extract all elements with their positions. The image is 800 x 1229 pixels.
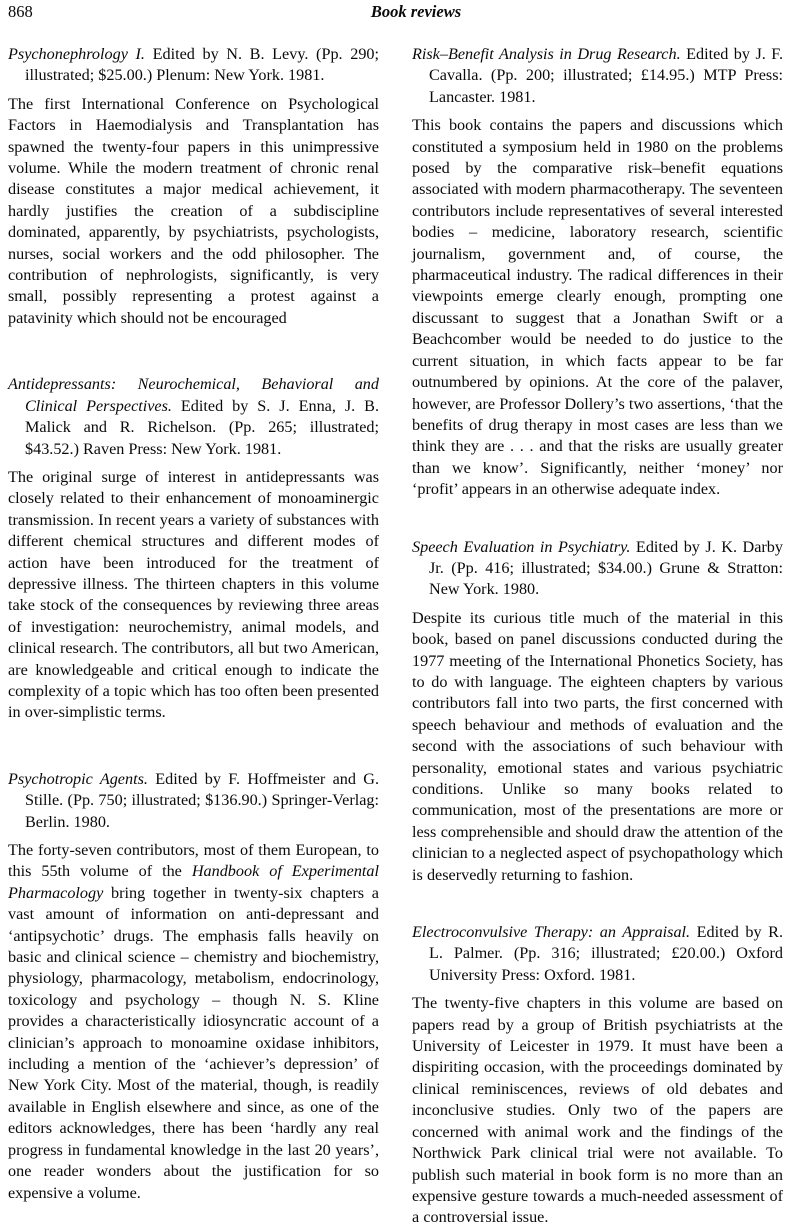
review-heading bbox=[412, 44, 783, 108]
review-heading bbox=[8, 769, 379, 833]
review-speech-evaluation bbox=[412, 537, 783, 887]
review-text-part1: The forty-seven contributors, most of them European, to this 55th volume of the bbox=[8, 841, 379, 881]
review-title: Psychonephrology I. bbox=[8, 45, 145, 63]
review-psychonephrology bbox=[8, 44, 379, 329]
review-heading bbox=[412, 537, 783, 601]
review-electroconvulsive-therapy bbox=[412, 922, 783, 1229]
review-text: The original surge of interest in antidepressants was closely related to their enhancement of monoaminergic transmission. In recent years a variety of substances with different chemical structures and different modes of action have been introduced for the treatment of depressive illness. The thirteen chapters in this volume take stock of the consequences by reviewing three areas of investigation: neurochemistry, animal models, and clinical research. The contributors, all but two American, are knowledgeable and critical enough to indicate the complexity of a topic which has too often been presented in over-simplistic terms. bbox=[8, 467, 379, 722]
review-imprint: Edited by J. F. Cavalla. (Pp. 200; illustrated; £14.95.) MTP Press: Lancaster. 1981. bbox=[429, 45, 784, 106]
review-text: Despite its curious title much of the material in this book, based on panel discussions conducted during the 1977 meeting of the International Phonetics Society, has to do with language. The eighteen chapters by various contributors fall into two parts, the first concerned with speech behaviour and methods of evaluation and the second with the associations of such behaviour with personality, emotional states and various psychiatric conditions. Unlike so many books related to communication, most of the presentations are more or less comprehensible and should draw the attention of the clinician to a neglected aspect of psychopathology which is deservedly returning to fashion. bbox=[412, 608, 783, 884]
review-imprint: Edited by F. Hoffmeister and G. Stille. (Pp. 750; illustrated; $136.90.) Springer-Verlag: Berlin. 1980. bbox=[25, 769, 379, 831]
review-title: Risk–Benefit Analysis in Drug Research. bbox=[412, 45, 681, 63]
review-psychotropic-agents bbox=[8, 769, 379, 1204]
cited-work-title: Handbook of Experimental Pharmacology bbox=[8, 862, 379, 902]
review-title: Psychotropic Agents. bbox=[8, 769, 148, 788]
review-imprint: Edited by S. J. Enna, J. B. Malick and R. Richelson. (Pp. 265; illustrated; $43.52.) Raven Press: New York. 1981. bbox=[25, 396, 379, 458]
review-title: Electroconvulsive Therapy: an Appraisal. bbox=[412, 923, 691, 942]
review-heading bbox=[412, 922, 783, 986]
running-head-title: Book reviews bbox=[370, 2, 462, 21]
two-column-body bbox=[0, 44, 800, 1227]
review-text-part2: bring together in twenty-six chapters a vast amount of information on anti-depressant and ‘antipsychotic’ drugs. The emphasis falls heavily on basic and clinical science – chemistry and biochemistry, physiology, pharmacology, metabolism, endocrinology, toxicology and psychology – though N. S. Kline provides a characteristically idiosyncratic account of a clinician’s approach to monoamine oxidase inhibitors, including a mention of the ‘achiever’s depression’ of New York City. Most of the material, though, is readily available in English elsewhere and since, as one of the editors acknowledges, there has been ‘hardly any real progress in fundamental knowledge in the last 20 years’, one reader wonders about the justification for so expensive a volume. bbox=[8, 883, 379, 1202]
review-text: This book contains the papers and discussions which constituted a symposium held in 1980 on the problems posed by the comparative risk–benefit equations associated with modern pharmacotherapy. The seventeen contributors include representatives of several interested bodies – medicine, laboratory research, scientific journalism, government and, of course, the pharmaceutical industry. The radical differences in their viewpoints emerge clearly enough, prompting one discussant to suggest that a Jonathan Swift or a Beachcomber would be needed to do justice to the current situation, in which facts appear to be far outnumbered by opinions. At the core of the palaver, however, are Professor Dollery’s two assertions, ‘that the benefits of drug therapy in most cases are less than we think they are . . . and that the risks are usually greater than we know’. Significantly, neither ‘money’ nor ‘profit’ appears in an otherwise adequate index. bbox=[412, 116, 783, 499]
running-head bbox=[8, 2, 792, 24]
review-imprint: Edited by J. K. Darby Jr. (Pp. 416; illustrated; $34.00.) Grune & Stratton: New York. 1980. bbox=[429, 537, 783, 599]
review-text: The twenty-five chapters in this volume are based on papers read by a group of British psychiatrists at the University of Leicester in 1979. It must have been a dispiriting occasion, with the proceedings dominated by clinical reminiscences, reviews of old debates and inconclusive studies. Only two of the papers are concerned with animal work and the findings of the Northwick Park clinical trial were not available. To publish such material in book form is no more than an expensive gesture towards a much-needed assessment of a controversial issue. bbox=[412, 994, 783, 1227]
review-imprint: Edited by R. L. Palmer. (Pp. 316; illustrated; £20.00.) Oxford University Press: Oxford. 1981. bbox=[429, 923, 783, 984]
column-right bbox=[412, 44, 783, 1229]
review-title: Antidepressants: Neurochemical, Behavioral and Clinical Perspectives. bbox=[8, 375, 379, 415]
review-title: Speech Evaluation in Psychiatry. bbox=[412, 537, 631, 556]
page-number: 868 bbox=[8, 2, 33, 21]
review-antidepressants bbox=[8, 374, 379, 724]
review-heading bbox=[8, 374, 379, 460]
review-text: The first International Conference on Psychological Factors in Haemodialysis and Transplantation has spawned the twenty-four papers in this unimpressive volume. While the modern treatment of chronic renal disease constitutes a major medical achievement, it hardly justifies the creation of a subdiscipline dominated, apparently, by psychiatrists, psychologists, nurses, social workers and the odd philosopher. The contribution of nephrologists, significantly, is very small, possibly representing a protest against a patavinity which should not be encouraged bbox=[8, 94, 379, 327]
review-imprint: Edited by N. B. Levy. (Pp. 290; illustrated; $25.00.) Plenum: New York. 1981. bbox=[25, 45, 380, 85]
review-heading bbox=[8, 44, 379, 87]
review-risk-benefit-analysis bbox=[412, 44, 783, 501]
review-text bbox=[8, 840, 379, 1204]
column-left bbox=[8, 44, 379, 1204]
